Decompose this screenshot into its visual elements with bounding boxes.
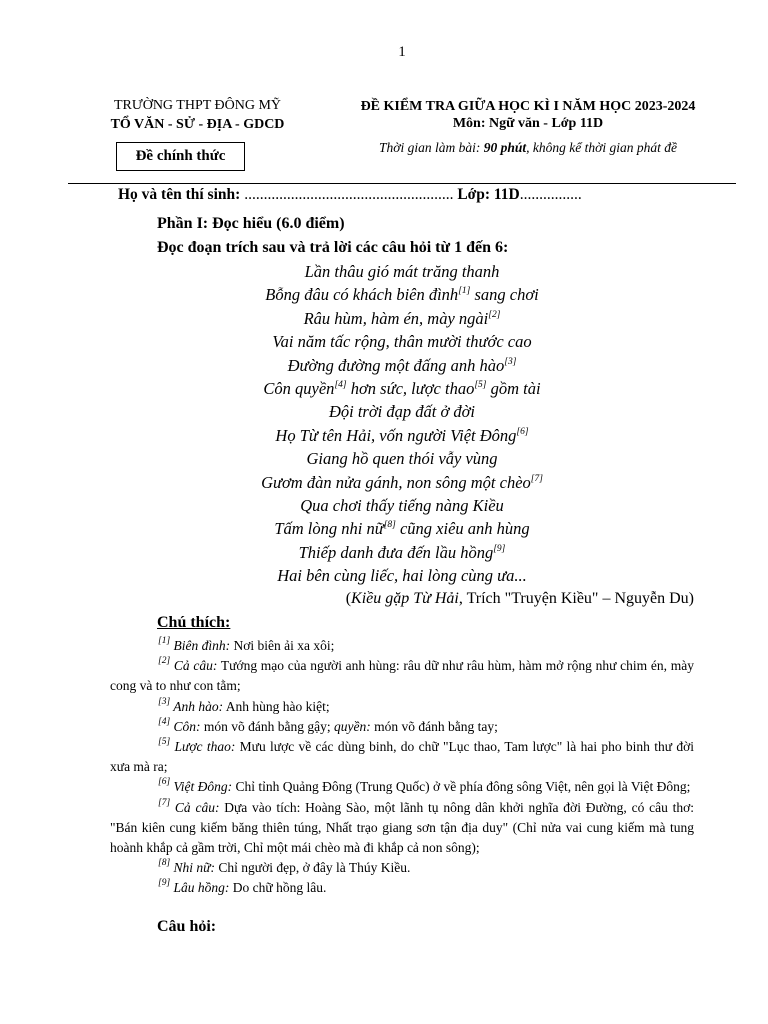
- footnote: [1] Biên đình: Nơi biên ải xa xôi;: [158, 636, 335, 653]
- department-name: TỔ VĂN - SỬ - ĐỊA - GDCD: [110, 117, 285, 132]
- footnote: [7] Cả câu: Dựa vào tích: Hoàng Sào, một lãnh tụ nông dân khởi nghĩa đời Đường, có câu thơ: "Bán kiên cung kiếm băng thiên túng, Nhất trạo giang sơn tận địa duy" (Chỉ nửa vai cung kiếm mà tung hoành khắp cả gầm trời, Chỉ một mái chèo mà đi khắp cả non sông);: [110, 797, 694, 856]
- questions-title: Câu hỏi:: [157, 918, 217, 935]
- exam-time: [328, 139, 728, 156]
- reading-instruction: Đọc đoạn trích sau và trả lời các câu hỏi từ 1 đến 6:: [157, 239, 509, 256]
- poem-excerpt: [200, 260, 604, 587]
- poem-line: Côn quyền[4] hơn sức, lược thao[5] gồm tài: [263, 378, 541, 398]
- footnotes: [110, 636, 694, 899]
- school-name: TRƯỜNG THPT ĐÔNG MỸ: [113, 98, 282, 113]
- footnote: [3] Anh hào: Anh hùng hào kiệt;: [158, 696, 330, 714]
- poem-line: Họ Từ tên Hải, vốn người Việt Đông[6]: [275, 425, 529, 445]
- page-number: 1: [398, 44, 406, 60]
- student-class-blank: ................: [519, 186, 582, 203]
- exam-header: [328, 98, 728, 156]
- poem-line: Gươm đàn nửa gánh, non sông một chèo[7]: [261, 472, 543, 492]
- student-name-blank: ......................................................: [244, 186, 454, 203]
- exam-subject: Môn: Ngữ văn - Lớp 11D: [452, 116, 604, 131]
- poem-line: Lần thâu gió mát trăng thanh: [304, 262, 500, 281]
- poem-line: Đường đường một đấng anh hào[3]: [287, 355, 517, 375]
- footnote: [6] Việt Đông: Chỉ tỉnh Quảng Đông (Trung Quốc) ở về phía đông sông Việt, nên gọi là Việt Đông;: [158, 777, 691, 795]
- poem-line: Thiếp danh đưa đến lầu hồng[9]: [298, 542, 506, 562]
- footnote: [9] Lâu hồng: Do chữ hồng lâu.: [158, 878, 327, 896]
- poem-line: Vai năm tấc rộng, thân mười thước cao: [272, 332, 532, 352]
- official-label: Đề chính thức: [135, 148, 226, 164]
- poem-line: Tấm lòng nhi nữ[8] cũng xiêu anh hùng: [274, 519, 530, 539]
- part-title: Phần I: Đọc hiểu (6.0 điểm): [157, 215, 345, 232]
- official-exam-box: [116, 142, 245, 171]
- exam-time-prefix: Thời gian làm bài:: [379, 140, 484, 155]
- poem-line: Râu hùm, hàm én, mày ngài[2]: [303, 308, 501, 328]
- school-header: [85, 96, 310, 134]
- exam-time-suffix: , không kể thời gian phát đề: [526, 140, 677, 155]
- student-name-label: Họ và tên thí sinh:: [118, 186, 245, 203]
- student-class-label: Lớp: 11D: [453, 186, 520, 203]
- poem-source: (Kiều gặp Từ Hải, Trích "Truyện Kiều" – Nguyễn Du): [345, 590, 694, 607]
- footnote: [5] Lược thao: Mưu lược về các dùng binh, do chữ "Lục thao, Tam lược" là hai pho binh thư đời xưa mà ra;: [110, 737, 694, 775]
- footnote: [8] Nhi nữ: Chỉ người đẹp, ở đây là Thúy Kiều.: [158, 858, 411, 876]
- footnote: [2] Cả câu: Tướng mạo của người anh hùng: râu dữ như râu hùm, hàm mở rộng như chim én, mày cong và to như con tằm;: [110, 656, 694, 694]
- poem-line: Giang hồ quen thói vẫy vùng: [306, 449, 498, 469]
- exam-title: ĐỀ KIỂM TRA GIỮA HỌC KÌ I NĂM HỌC 2023-2024: [360, 99, 696, 114]
- poem-line: Qua chơi thấy tiếng nàng Kiều: [300, 495, 504, 515]
- poem-line: Bỗng đâu có khách biên đình[1] sang chơi: [265, 285, 539, 305]
- header-divider: [68, 183, 736, 184]
- source-title: Kiều gặp Từ Hải: [351, 590, 459, 607]
- exam-time-value: 90 phút: [483, 140, 527, 155]
- poem-line: Đội trời đạp đất ở đời: [328, 402, 476, 422]
- notes-title: Chú thích:: [157, 614, 231, 631]
- footnote: [4] Côn: món võ đánh bằng gậy; quyền: món võ đánh bằng tay;: [158, 716, 498, 734]
- student-info-line: [118, 186, 582, 204]
- poem-line: Hai bên cùng liếc, hai lòng cùng ưa...: [277, 566, 527, 586]
